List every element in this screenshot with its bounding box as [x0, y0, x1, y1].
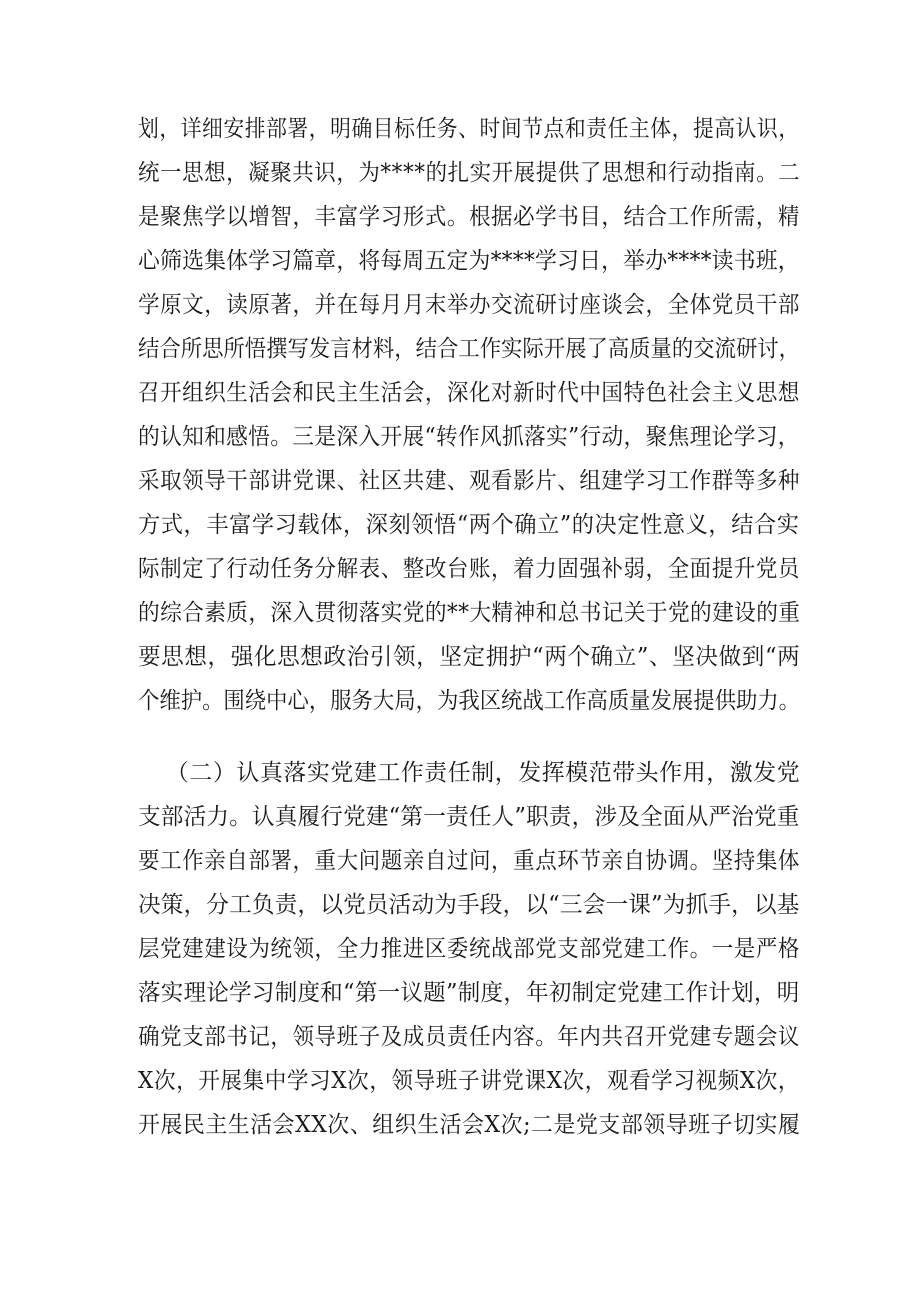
text-line: 是聚焦学以增智，丰富学习形式。根据必学书目，结合工作所需，精	[138, 204, 800, 230]
text-line: 统一思想，凝聚共识，为****的扎实开展提供了思想和行动指南。二	[138, 160, 801, 186]
text-line: 召开组织生活会和民主生活会，深化对新时代中国特色社会主义思想	[138, 380, 800, 406]
text-line: 层党建建设为统领，全力推进区委统战部党支部党建工作。一是严格	[138, 936, 800, 962]
text-line: 方式，丰富学习载体，深刻领悟“两个确立”的决定性意义，结合实	[138, 512, 800, 538]
text-line: 划，详细安排部署，明确目标任务、时间节点和责任主体，提高认识，	[138, 116, 800, 142]
text-line: 结合所思所悟撰写发言材料，结合工作实际开展了高质量的交流研讨，	[138, 336, 801, 362]
text-line: 际制定了行动任务分解表、整改台账，着力固强补弱，全面提升党员	[138, 556, 800, 582]
text-line: 的认知和感悟。三是深入开展“转作风抓落实”行动，聚焦理论学习，	[138, 424, 800, 450]
paragraph-study-activities	[138, 107, 801, 723]
text-line: 心筛选集体学习篇章，将每周五定为****学习日，举办****读书班，	[138, 248, 800, 274]
text-line: 确党支部书记，领导班子及成员责任内容。年内共召开党建专题会议	[138, 1024, 800, 1050]
section-heading-line: （二）认真落实党建工作责任制，发挥模范带头作用，激发党	[165, 760, 801, 786]
text-line: 的综合素质，深入贯彻落实党的**大精神和总书记关于党的建设的重	[138, 600, 801, 626]
text-line: 采取领导干部讲党课、社区共建、观看影片、组建学习工作群等多种	[138, 468, 800, 494]
paragraph-party-building-responsibility	[138, 751, 801, 1147]
text-line: 支部活力。认真履行党建“第一责任人”职责，涉及全面从严治党重	[138, 804, 800, 830]
text-line: 要工作亲自部署，重大问题亲自过问，重点环节亲自协调。坚持集体	[138, 848, 800, 874]
text-line: 开展民主生活会XX次、组织生活会X次;二是党支部领导班子切实履	[138, 1112, 801, 1138]
text-line: 个维护。围绕中心，服务大局，为我区统战工作高质量发展提供助力。	[138, 688, 801, 714]
text-line: 学原文，读原著，并在每月月末举办交流研讨座谈会，全体党员干部	[138, 292, 800, 318]
text-line: 落实理论学习制度和“第一议题”制度，年初制定党建工作计划，明	[138, 980, 800, 1006]
text-line: 要思想，强化思想政治引领，坚定拥护“两个确立”、坚决做到“两	[138, 644, 801, 670]
text-line: X次，开展集中学习X次，领导班子讲党课X次，观看学习视频X次，	[138, 1068, 801, 1094]
text-line: 决策，分工负责，以党员活动为手段，以“三会一课”为抓手，以基	[138, 892, 800, 918]
